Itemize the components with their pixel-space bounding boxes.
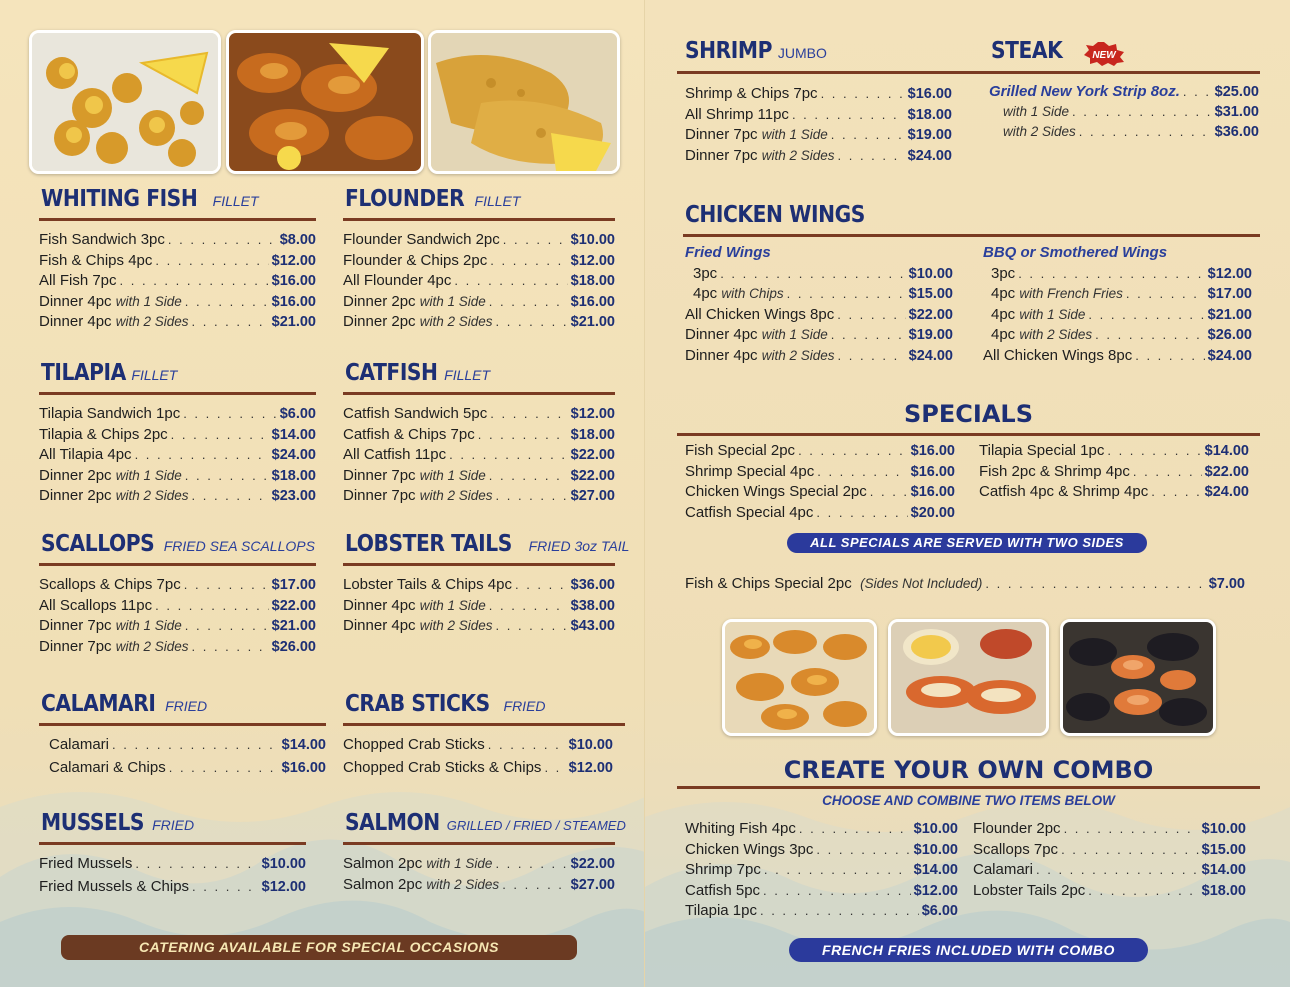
- menu-item: Fried Mussels & Chips . . . $12.00: [39, 878, 306, 901]
- section-subtitle: FILLET: [474, 193, 521, 209]
- section-title: CHICKEN WINGS: [685, 202, 865, 228]
- menu-item: Dinner 2pc with 2 Sides . . . $23.00: [39, 487, 316, 508]
- section-header: [39, 810, 306, 845]
- menu-item: All Fish 7pc . . . $16.00: [39, 272, 316, 293]
- fried-lobster-shrimp-photo: [226, 30, 424, 174]
- menu-item: Catfish 4pc & Shrimp 4pc . . . $24.00: [979, 483, 1249, 504]
- whiting-fish-section: [39, 186, 316, 334]
- menu-item: Dinner 4pc with 2 Sides . . . $43.00: [343, 617, 615, 638]
- menu-item: Catfish Sandwich 5pc . . . $12.00: [343, 405, 615, 426]
- menu-item: Tilapia & Chips 2pc . . . $14.00: [39, 426, 316, 447]
- lobster-tails-section: [343, 531, 630, 638]
- section-subtitle: FILLET: [131, 367, 178, 383]
- menu-item: Calamari . . . $14.00: [973, 861, 1246, 882]
- section-header: [683, 202, 1260, 237]
- menu-item: Calamari . . . $14.00: [49, 736, 326, 759]
- menu-item: 4pc with 2 Sides . . . $26.00: [983, 326, 1252, 347]
- menu-item: Dinner 7pc with 1 Side . . . $21.00: [39, 617, 316, 638]
- steak-section: [989, 38, 1259, 145]
- menu-item: 3pc . . . $12.00: [983, 265, 1252, 286]
- item-list: [343, 736, 625, 781]
- section-title: MUSSELS: [41, 810, 145, 836]
- section-subtitle: FRIED SEA SCALLOPS: [163, 538, 315, 554]
- shrimp-items: [685, 75, 952, 167]
- section-subtitle: JUMBO: [777, 45, 827, 61]
- menu-item: Flounder Sandwich 2pc . . . $10.00: [343, 231, 615, 252]
- section-title: SALMON: [345, 810, 440, 836]
- calamari-section: [39, 691, 326, 781]
- salmon-section: [343, 810, 626, 896]
- menu-item: Dinner 2pc with 2 Sides . . . $21.00: [343, 313, 615, 334]
- item-list: [685, 85, 952, 167]
- menu-item: Chopped Crab Sticks . . . $10.00: [343, 736, 613, 759]
- specials-title: SPECIALS: [904, 400, 1033, 428]
- menu-item: Dinner 4pc with 1 Side . . . $16.00: [39, 293, 316, 314]
- menu-item: Dinner 7pc with 2 Sides . . . $24.00: [685, 147, 952, 168]
- section-header: [683, 38, 983, 70]
- menu-item: Fish Sandwich 3pc . . . $8.00: [39, 231, 316, 252]
- section-title: LOBSTER TAILS: [345, 531, 512, 557]
- menu-item: Tilapia Special 1pc . . . $14.00: [979, 442, 1249, 463]
- french-fries-banner: FRENCH FRIES INCLUDED WITH COMBO: [789, 938, 1148, 962]
- menu-item: Dinner 4pc with 2 Sides . . . $24.00: [685, 347, 953, 368]
- menu-item: Dinner 7pc with 2 Sides . . . $26.00: [39, 638, 316, 659]
- section-header: [39, 360, 316, 395]
- section-title: SHRIMP: [685, 38, 772, 64]
- menu-item: Shrimp & Chips 7pc . . . $16.00: [685, 85, 952, 106]
- section-header: [39, 691, 326, 726]
- item-list: [343, 576, 615, 638]
- section-subtitle: FILLET: [212, 193, 259, 209]
- right-page: [645, 0, 1290, 987]
- menu-item: Chicken Wings Special 2pc . . . $16.00: [685, 483, 955, 504]
- menu-item: Tilapia Sandwich 1pc . . . $6.00: [39, 405, 316, 426]
- section-header: [343, 360, 615, 395]
- menu-item: Fish & Chips Special 2pc (Sides Not Included) . . . $7.00: [685, 575, 1245, 596]
- menu-item: Tilapia 1pc . . . $6.00: [685, 902, 958, 923]
- section-subtitle: FRIED: [152, 817, 195, 833]
- menu-item: All Tilapia 4pc . . . $24.00: [39, 446, 316, 467]
- fried-wings-list: [685, 234, 953, 367]
- section-header: [343, 691, 625, 726]
- section-header: [39, 531, 316, 566]
- menu-item: Shrimp 7pc . . . $14.00: [685, 861, 958, 882]
- item-list: [685, 442, 955, 524]
- section-title: CATFISH: [345, 360, 438, 386]
- menu-item: Shrimp Special 4pc . . . $16.00: [685, 463, 955, 484]
- menu-item: All Flounder 4pc . . . $18.00: [343, 272, 615, 293]
- bbq-wings-list: [983, 234, 1252, 367]
- menu-item: Fried Mussels . . . $10.00: [39, 855, 306, 878]
- menu-item: 4pc with 1 Side . . . $21.00: [983, 306, 1252, 327]
- item-list: [979, 442, 1249, 504]
- menu-item: Dinner 2pc with 1 Side . . . $18.00: [39, 467, 316, 488]
- menu-item: Fish 2pc & Shrimp 4pc . . . $22.00: [979, 463, 1249, 484]
- subsection-heading: Fried Wings: [685, 244, 771, 261]
- section-subtitle: FRIED: [503, 698, 546, 714]
- menu-item: Fish Special 2pc . . . $16.00: [685, 442, 955, 463]
- scallops-section: [39, 531, 316, 658]
- menu-item: Dinner 7pc with 1 Side . . . $22.00: [343, 467, 615, 488]
- item-list: [39, 736, 326, 781]
- section-title: STEAK: [991, 38, 1063, 64]
- menu-item: Fish & Chips 4pc . . . $12.00: [39, 252, 316, 273]
- section-header: [989, 38, 1259, 70]
- section-title: FLOUNDER: [345, 186, 465, 212]
- combo-subtitle: CHOOSE AND COMBINE TWO ITEMS BELOW: [822, 793, 1115, 808]
- section-title: CRAB STICKS: [345, 691, 490, 717]
- section-subtitle: GRILLED / FRIED / STEAMED: [446, 818, 626, 833]
- menu-item: Catfish Special 4pc . . . $20.00: [685, 504, 955, 525]
- specials-left-list: [685, 432, 955, 524]
- tilapia-section: [39, 360, 316, 508]
- section-title: WHITING FISH: [41, 186, 198, 212]
- menu-item: 3pc . . . $10.00: [685, 265, 953, 286]
- menu-item: with 1 Side . . . $31.00: [989, 104, 1259, 125]
- fish-chips-special: [685, 565, 1245, 596]
- item-list: [989, 83, 1259, 145]
- svg-text:NEW: NEW: [1092, 50, 1116, 61]
- menu-item: Calamari & Chips . . . $16.00: [49, 759, 326, 782]
- menu-item: Dinner 2pc with 1 Side . . . $16.00: [343, 293, 615, 314]
- menu-item: Catfish & Chips 7pc . . . $18.00: [343, 426, 615, 447]
- menu-item: Flounder & Chips 2pc . . . $12.00: [343, 252, 615, 273]
- lobster-tails-photo: [888, 619, 1049, 736]
- menu-item: Lobster Tails & Chips 4pc . . . $36.00: [343, 576, 615, 597]
- menu-item: Chicken Wings 3pc . . . $10.00: [685, 841, 958, 862]
- mussels-shrimp-photo: [1060, 619, 1216, 736]
- section-subtitle: FILLET: [444, 367, 491, 383]
- shrimp-section: [683, 38, 983, 70]
- item-list: [39, 231, 316, 334]
- menu-item: Catfish 5pc . . . $12.00: [685, 882, 958, 903]
- menu-item: Chopped Crab Sticks & Chips . . . $12.00: [343, 759, 613, 782]
- catfish-section: [343, 360, 615, 508]
- menu-item: Dinner 4pc with 2 Sides . . . $21.00: [39, 313, 316, 334]
- combo-left-list: [685, 810, 958, 923]
- subsection-heading: BBQ or Smothered Wings: [983, 244, 1168, 261]
- catering-banner: CATERING AVAILABLE FOR SPECIAL OCCASIONS: [61, 935, 577, 960]
- item-list: [685, 244, 953, 367]
- item-list: [343, 855, 615, 896]
- section-header: [343, 531, 630, 566]
- chicken-wings-section: [683, 202, 1260, 237]
- menu-item: All Catfish 11pc . . . $22.00: [343, 446, 615, 467]
- menu-item: All Shrimp 11pc . . . $18.00: [685, 106, 952, 127]
- specials-sides-banner: ALL SPECIALS ARE SERVED WITH TWO SIDES: [787, 533, 1147, 553]
- item-list: [343, 405, 615, 508]
- section-header: [343, 186, 615, 221]
- menu-item: Lobster Tails 2pc . . . $18.00: [973, 882, 1246, 903]
- menu-item: All Chicken Wings 8pc . . . $22.00: [685, 306, 953, 327]
- menu-item: Dinner 7pc with 1 Side . . . $19.00: [685, 126, 952, 147]
- item-list: [39, 405, 316, 508]
- section-title: CALAMARI: [41, 691, 156, 717]
- flounder-section: [343, 186, 615, 334]
- menu-item: Dinner 7pc with 2 Sides . . . $27.00: [343, 487, 615, 508]
- new-badge: [1082, 42, 1126, 66]
- menu-item: Salmon 2pc with 2 Sides . . . $27.00: [343, 876, 615, 897]
- section-header: [343, 810, 626, 845]
- item-list: [39, 855, 306, 900]
- item-list: [983, 244, 1252, 367]
- menu-item: Dinner 4pc with 1 Side . . . $19.00: [685, 326, 953, 347]
- section-subtitle: FRIED 3oz TAIL: [528, 538, 630, 554]
- fried-shrimp-photo: [722, 619, 877, 736]
- section-subtitle: FRIED: [165, 698, 208, 714]
- item-list: [973, 820, 1246, 902]
- item-list: [685, 820, 958, 923]
- menu-item: All Scallops 11pc . . . $22.00: [39, 597, 316, 618]
- fried-calamari-photo: [29, 30, 221, 174]
- menu-item: All Chicken Wings 8pc . . . $24.00: [983, 347, 1252, 368]
- section-header: [39, 186, 316, 221]
- menu-item: Flounder 2pc . . . $10.00: [973, 820, 1246, 841]
- section-title: SCALLOPS: [41, 531, 155, 557]
- menu-item: 4pc with Chips . . . $15.00: [685, 285, 953, 306]
- combo-title: CREATE YOUR OWN COMBO: [783, 756, 1154, 784]
- specials-right-list: [979, 432, 1249, 504]
- menu-item: with 2 Sides . . . $36.00: [989, 124, 1259, 145]
- combo-right-list: [973, 810, 1246, 902]
- menu-item: Dinner 4pc with 1 Side . . . $38.00: [343, 597, 615, 618]
- fried-fish-fillet-photo: [428, 30, 620, 174]
- item-list: [685, 575, 1245, 596]
- item-list: [39, 576, 316, 658]
- mussels-section: [39, 810, 306, 900]
- crab-sticks-section: [343, 691, 625, 781]
- menu-item: Scallops 7pc . . . $15.00: [973, 841, 1246, 862]
- menu-item: Salmon 2pc with 1 Side . . . $22.00: [343, 855, 615, 876]
- menu-item: Whiting Fish 4pc . . . $10.00: [685, 820, 958, 841]
- section-title: TILAPIA: [41, 360, 126, 386]
- menu-item: 4pc with French Fries . . . $17.00: [983, 285, 1252, 306]
- menu-item: Grilled New York Strip 8oz. . . . $25.00: [989, 83, 1259, 104]
- item-list: [343, 231, 615, 334]
- menu-item: Scallops & Chips 7pc . . . $17.00: [39, 576, 316, 597]
- combo-rule: [677, 786, 1260, 789]
